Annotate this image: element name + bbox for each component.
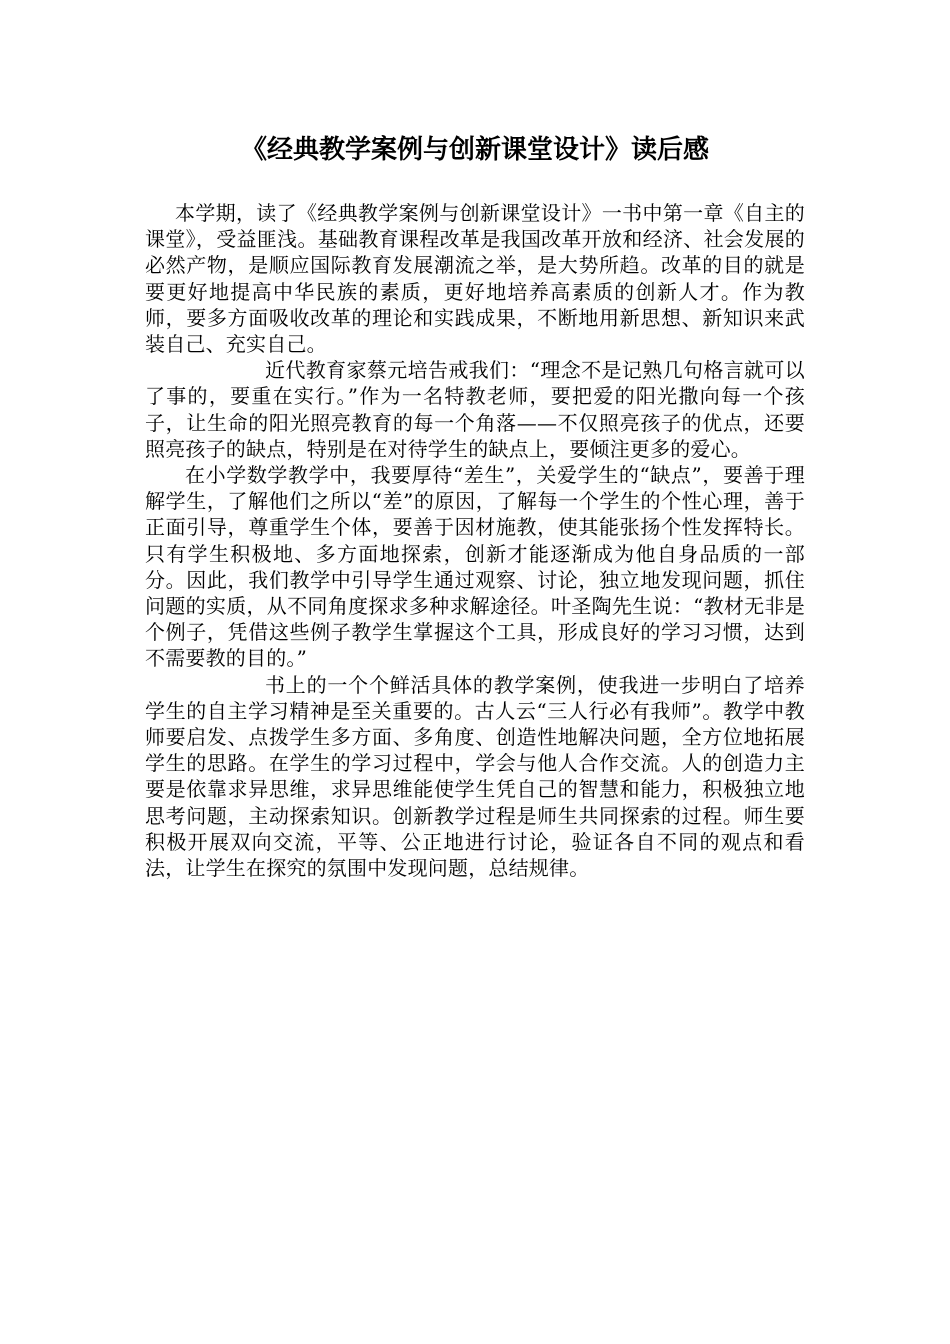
paragraph-4: 书上的一个个鲜活具体的教学案例，使我进一步明白了培养学生的自主学习精神是至关重要的。古人云“三人行必有我师”。教学中教师要启发、点拨学生多方面、多角度、创造性地解决问题，全方位地拓展学生的思路。在学生的学习过程中，学会与他人合作交流。人的创造力主要是依靠求异思维，求异思维能使学生凭自己的智慧和能力，积极独立地思考问题，主动探索知识。创新教学过程是师生共同探索的过程。师生要积极开展双向交流，平等、公正地进行讨论，验证各自不同的观点和看法，让学生在探究的氛围中发现问题，总结规律。 xyxy=(145,672,805,881)
document-title: 《经典教学案例与创新课堂设计》读后感 xyxy=(240,135,709,165)
paragraph-3: 在小学数学教学中，我要厚待“差生”，关爱学生的“缺点”，要善于理解学生，了解他们之所以“差”的原因，了解每一个学生的个性心理，善于正面引导，尊重学生个体，要善于因材施教，使其能张扬个性发挥特长。只有学生积极地、多方面地探索，创新才能逐渐成为他自身品质的一部分。因此，我们教学中引导学生通过观察、讨论，独立地发现问题，抓住问题的实质，从不同角度探求多种求解途径。叶圣陶先生说：“教材无非是个例子，凭借这些例子教学生掌握这个工具，形成良好的学习习惯，达到不需要教的目的。” xyxy=(145,463,805,671)
document-body xyxy=(145,200,805,881)
paragraph-2: 近代教育家蔡元培告戒我们：“理念不是记熟几句格言就可以了事的，要重在实行。”作为一名特教老师，要把爱的阳光撒向每一个孩子，让生命的阳光照亮教育的每一个角落——不仅照亮孩子的优点，还要照亮孩子的缺点，特别是在对待学生的缺点上，要倾注更多的爱心。 xyxy=(145,358,805,461)
paragraph-1: 本学期，读了《经典教学案例与创新课堂设计》一书中第一章《自主的课堂》，受益匪浅。基础教育课程改革是我国改革开放和经济、社会发展的必然产物，是顺应国际教育发展潮流之举，是大势所趋。改革的目的就是要更好地提高中华民族的素质，更好地培养高素质的创新人才。作为教师，要多方面吸收改革的理论和实践成果，不断地用新思想、新知识来武装自己、充实自己。 xyxy=(145,201,805,357)
